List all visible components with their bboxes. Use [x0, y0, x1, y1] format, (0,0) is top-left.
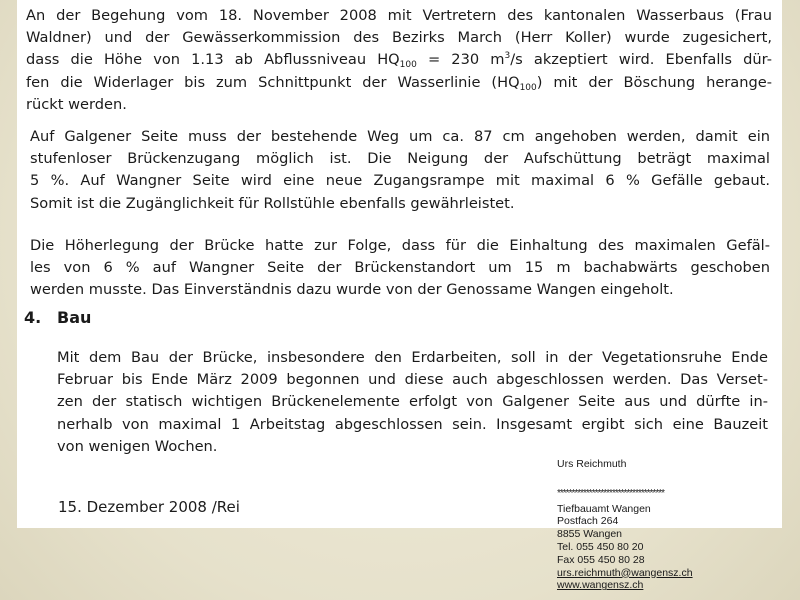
text-line: fen die Widerlager bis zum Schnittpunkt der Wasserlinie $(HQ_{100})$ mit der Böschung herange-: [26, 73, 772, 93]
text-line: von wenigen Wochen.: [57, 437, 218, 455]
text-line: nerhalb von maximal 1 Arbeitstag abgeschlossen sein. Insgesamt ergibt sich eine Bauzeit: [57, 415, 768, 433]
section-title: Bau: [57, 308, 92, 327]
signature-block: [557, 458, 792, 592]
signature-website-link[interactable]: www.wangensz.ch: [557, 579, 644, 592]
text-line: werden musste. Das Einverständnis dazu wurde von der Genossame Wangen eingeholt.: [30, 281, 674, 299]
signature-address-line: Postfach 264: [557, 515, 619, 528]
text-line: Somit ist die Zugänglichkeit für Rollstühle ebenfalls gewährleistet.: [30, 194, 515, 212]
text-line: Waldner) und der Gewässerkommission des Bezirks March (Herr Koller) wurde zugesichert,: [26, 29, 772, 47]
signature-name: Urs Reichmuth: [557, 458, 627, 470]
section-heading: [24, 308, 91, 327]
text-line: stufenloser Brückenzugang möglich ist. Die Neigung der Aufschüttung beträgt maximal: [30, 150, 770, 168]
text-line: An der Begehung vom 18. November 2008 mit Vertretern des kantonalen Wasserbaus (Frau: [26, 7, 772, 24]
text-line: Februar bis Ende März 2009 begonnen und diese auch abgeschlossen werden. Das Verset-: [57, 371, 768, 389]
text-line: zen der statisch wichtigen Brückenelemente erfolgt von Galgener Seite aus und dürfte in-: [57, 393, 768, 411]
signature-separator: *************************************: [557, 487, 664, 499]
signature-org: Tiefbauamt Wangen: [557, 502, 651, 515]
paragraph-zugang: [30, 126, 770, 215]
text-line: Auf Galgener Seite muss der bestehende Weg um ca. 87 cm angehoben werden, damit ein: [30, 128, 770, 145]
signature-address-line: 8855 Wangen: [557, 528, 622, 541]
text-line: 5 %. Auf Wangner Seite wird eine neue Zugangsrampe mit maximal 6 % Gefälle gebaut.: [30, 172, 770, 190]
text-line: Mit dem Bau der Brücke, insbesondere den Erdarbeiten, soll in der Vegetationsruhe Ende: [57, 349, 768, 366]
text-line: rückt werden.: [26, 95, 127, 113]
section-number: 4.: [24, 308, 42, 327]
text-line: les von 6 % auf Wangner Seite der Brückenstandort um 15 m bachabwärts geschoben: [30, 259, 770, 277]
text-line: Die Höherlegung der Brücke hatte zur Folge, dass für die Einhaltung des maximalen Gefäl-: [30, 237, 770, 254]
text-line: dass die Höhe von 1.13 ab Abflussniveau $HQ_{100} = 230$ $m^3/s$ akzeptiert wird. Ebenfalls dür-: [26, 51, 772, 71]
signature-phone: Tel. 055 450 80 20: [557, 540, 644, 553]
paragraph-hoeherlegung: [30, 235, 770, 302]
signature-fax: Fax 055 450 80 28: [557, 553, 645, 566]
paragraph-begehung: [26, 5, 772, 116]
date-line: 15. Dezember 2008 /Rei: [58, 498, 240, 516]
paragraph-bau: [57, 347, 768, 458]
signature-email-link[interactable]: urs.reichmuth@wangensz.ch: [557, 566, 693, 579]
